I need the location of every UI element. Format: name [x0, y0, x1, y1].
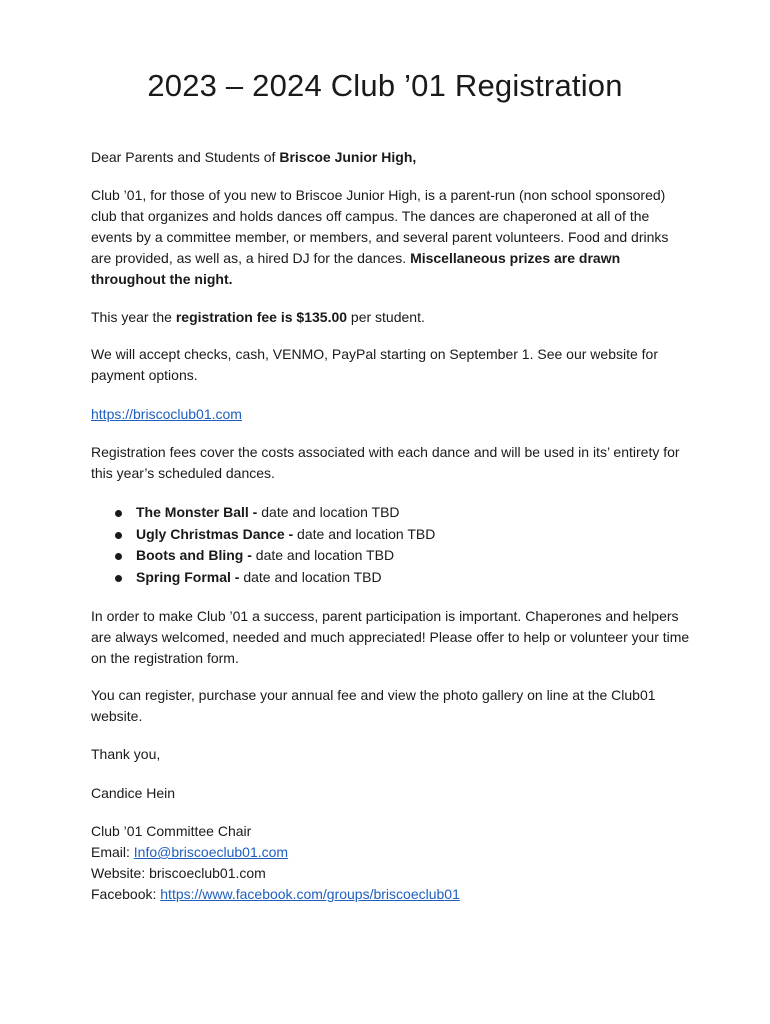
page-title: 2023 – 2024 Club ’01 Registration	[147, 68, 623, 103]
fee-prefix: This year the	[91, 309, 176, 325]
bullet-icon	[115, 553, 122, 560]
contact-email-line	[91, 842, 691, 863]
email-link[interactable]: Info@briscoeclub01.com	[133, 844, 289, 860]
payment-paragraph: We will accept checks, cash, VENMO, PayPal starting on September 1. See our website for payment options.	[91, 346, 658, 383]
website-label: Website:	[91, 865, 150, 881]
email-label: Email:	[91, 844, 134, 860]
dance-name: Spring Formal -	[136, 568, 240, 585]
school-name: Briscoe Junior High,	[279, 149, 417, 165]
intro-text: Club ’01, for those of you new to Briscoe Junior High, is a parent-run (non school sponsored) club that organizes and holds dances off campus. The dances are chaperoned at all of the events by a committee member, or members, and several parent volunteers. Food and drinks are provided, as well as, a hired DJ for the dances.	[91, 187, 669, 266]
dance-name: Ugly Christmas Dance -	[136, 525, 294, 542]
dance-detail: date and location TBD	[239, 568, 382, 585]
dance-detail: date and location TBD	[251, 547, 395, 564]
list-item	[115, 524, 435, 546]
bullet-icon	[115, 532, 122, 539]
list-item	[115, 502, 435, 524]
contact-website-line	[91, 863, 691, 884]
prizes-note: Miscellaneous prizes are drawn throughout the night.	[91, 250, 621, 287]
dance-name: The Monster Ball -	[136, 504, 258, 520]
register-paragraph: You can register, purchase your annual fee and view the photo gallery on line at the Club01 website.	[91, 687, 656, 724]
thanks-line: Thank you,	[91, 746, 161, 762]
website-link[interactable]: https://briscoclub01.com	[91, 406, 242, 422]
dance-detail: date and location TBD	[293, 525, 436, 542]
list-item	[115, 567, 435, 589]
dance-list	[115, 502, 435, 588]
fee-paragraph	[91, 307, 691, 328]
contact-facebook-line	[91, 884, 691, 905]
intro-paragraph	[91, 185, 691, 290]
facebook-link[interactable]: https://www.facebook.com/groups/briscoeclub01	[160, 886, 460, 902]
participation-paragraph: In order to make Club ’01 a success, parent participation is important. Chaperones and helpers are always welcomed, needed and much appreciated! Please offer to help or volunteer your time on the registration form.	[91, 608, 690, 666]
greeting	[91, 147, 691, 168]
contact-block	[91, 821, 691, 905]
greeting-prefix: Dear Parents and Students of	[91, 149, 280, 165]
bullet-icon	[115, 510, 122, 517]
fees-cover-paragraph: Registration fees cover the costs associated with each dance and will be used in its’ entirety for this year’s scheduled dances.	[91, 444, 680, 481]
list-item	[115, 545, 435, 567]
facebook-label: Facebook:	[91, 886, 161, 902]
fee-amount: registration fee is $135.00	[175, 309, 348, 325]
website-text: briscoeclub01.com	[149, 865, 266, 881]
contact-role: Club ’01 Committee Chair	[91, 823, 252, 839]
bullet-icon	[115, 575, 122, 582]
dance-name: Boots and Bling -	[136, 547, 252, 564]
signature-name: Candice Hein	[91, 785, 176, 801]
website-link-paragraph	[91, 404, 691, 425]
fee-suffix: per student.	[347, 309, 425, 325]
dance-detail: date and location TBD	[257, 504, 400, 520]
